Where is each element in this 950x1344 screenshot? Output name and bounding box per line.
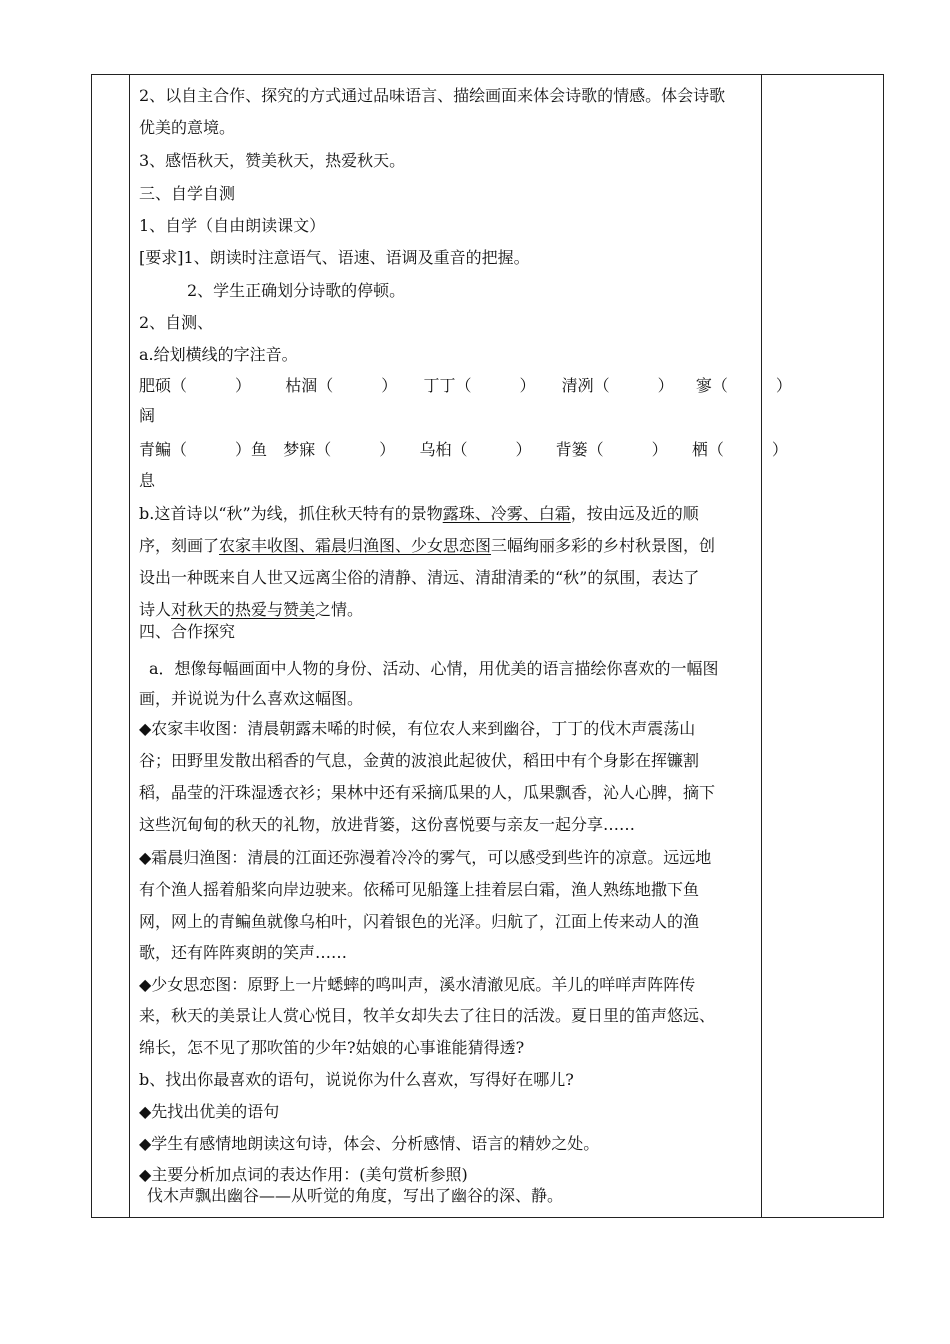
text-line: 阔 — [139, 406, 156, 425]
text-line: 2、以自主合作、探究的方式通过品味语言、描绘画面来体会诗歌的情感。体会诗歌 — [139, 86, 726, 105]
text-line: 伐木声飘出幽谷——从听觉的角度，写出了幽谷的深、静。 — [147, 1186, 564, 1205]
text-line: 画，并说说为什么喜欢这幅图。 — [139, 689, 364, 708]
pinyin-item: 背篓（ ） — [555, 440, 668, 459]
section-heading: 三、自学自测 — [139, 184, 236, 203]
text-line: ◆学生有感情地朗读这句诗，体会、分析感情、语言的精妙之处。 — [139, 1134, 600, 1153]
pinyin-row-2 — [139, 440, 788, 460]
pinyin-row-1 — [139, 376, 792, 396]
text-line: 3、感悟秋天，赞美秋天，热爱秋天。 — [139, 151, 406, 170]
text-line: ◆霜晨归渔图：清晨的江面还弥漫着冷冷的雾气，可以感受到些许的凉意。远远地 — [139, 848, 712, 867]
text-line: 诗人对秋天的热爱与赞美之情。 — [139, 600, 364, 619]
text-line: 序，刻画了农家丰收图、霜晨归渔图、少女思恋图三幅绚丽多彩的乡村秋景图，创 — [139, 536, 716, 555]
text-line: 有个渔人摇着船桨向岸边驶来。依稀可见船篷上挂着层白霜，渔人熟练地撒下鱼 — [139, 880, 700, 899]
pinyin-item: 丁丁（ ） — [423, 376, 536, 395]
text-line: a．想像每幅画面中人物的身份、活动、心情，用优美的语言描绘你喜欢的一幅图 — [149, 659, 719, 678]
text-line: a.给划横线的字注音。 — [139, 345, 298, 364]
pinyin-item: 寥（ ） — [695, 376, 792, 395]
pinyin-item: 乌桕（ ） — [419, 440, 532, 459]
column-divider-left — [129, 74, 130, 1218]
text-line: 绵长，怎不见了那吹笛的少年?姑娘的心事谁能猜得透? — [139, 1038, 525, 1057]
text-line: ◆主要分析加点词的表达作用：(美句赏析参照) — [139, 1165, 468, 1184]
text-line: 优美的意境。 — [139, 118, 236, 137]
text-line: ◆先找出优美的语句 — [139, 1102, 280, 1121]
text-line: b、找出你最喜欢的语句，说说你为什么喜欢，写得好在哪儿? — [139, 1070, 574, 1089]
text-line: [要求]1、朗读时注意语气、语速、语调及重音的把握。 — [139, 248, 530, 267]
pinyin-item: 枯涸（ ） — [285, 376, 398, 395]
text-line: 2、自测、 — [139, 313, 214, 332]
underlined-phrase: 露珠、冷雾、白霜 — [442, 504, 571, 523]
text-line: ◆农家丰收图：清晨朝露未唏的时候，有位农人来到幽谷，丁丁的伐木声震荡山 — [139, 719, 696, 738]
text-line: b.这首诗以“秋”为线，抓住秋天特有的景物露珠、冷雾、白霜，按由远及近的顺 — [139, 504, 699, 523]
text-line: 这些沉甸甸的秋天的礼物，放进背篓，这份喜悦要与亲友一起分享…… — [139, 815, 636, 834]
pinyin-item: 栖（ ） — [691, 440, 788, 459]
text-line: 歌，还有阵阵爽朗的笑声…… — [139, 943, 348, 962]
column-divider-right — [761, 74, 762, 1218]
pinyin-item: 梦寐（ ） — [283, 440, 396, 459]
underlined-phrase: 对秋天的热爱与赞美 — [171, 600, 316, 619]
pinyin-item: 清冽（ ） — [561, 376, 674, 395]
text-line: 2、学生正确划分诗歌的停顿。 — [187, 281, 406, 300]
pinyin-item: 青鳊（ ）鱼 — [139, 440, 268, 459]
underlined-phrase: 农家丰收图、霜晨归渔图、少女思恋图 — [219, 536, 492, 555]
text-line: 网，网上的青鳊鱼就像乌桕叶，闪着银色的光泽。归航了，江面上传来动人的渔 — [139, 912, 700, 931]
pinyin-item: 肥硕（ ） — [139, 376, 252, 395]
text-line: 谷；田野里发散出稻香的气息，金黄的波浪此起彼伏，稻田中有个身影在挥镰割 — [139, 751, 700, 770]
text-line: 息 — [139, 471, 156, 490]
text-line: 设出一种既来自人世又远离尘俗的清静、清远、清甜清柔的“秋”的氛围，表达了 — [139, 568, 700, 587]
section-heading: 四、合作探究 — [139, 622, 236, 641]
text-line: 稻，晶莹的汗珠湿透衣衫；果林中还有采摘瓜果的人，瓜果飘香，沁人心脾，摘下 — [139, 783, 716, 802]
text-line: 来，秋天的美景让人赏心悦目，牧羊女却失去了往日的活泼。夏日里的笛声悠远、 — [139, 1006, 716, 1025]
text-line: 1、自学（自由朗读课文） — [139, 216, 326, 235]
text-line: ◆少女思恋图：原野上一片蟋蟀的鸣叫声，溪水清澈见底。羊儿的咩咩声阵阵传 — [139, 975, 696, 994]
